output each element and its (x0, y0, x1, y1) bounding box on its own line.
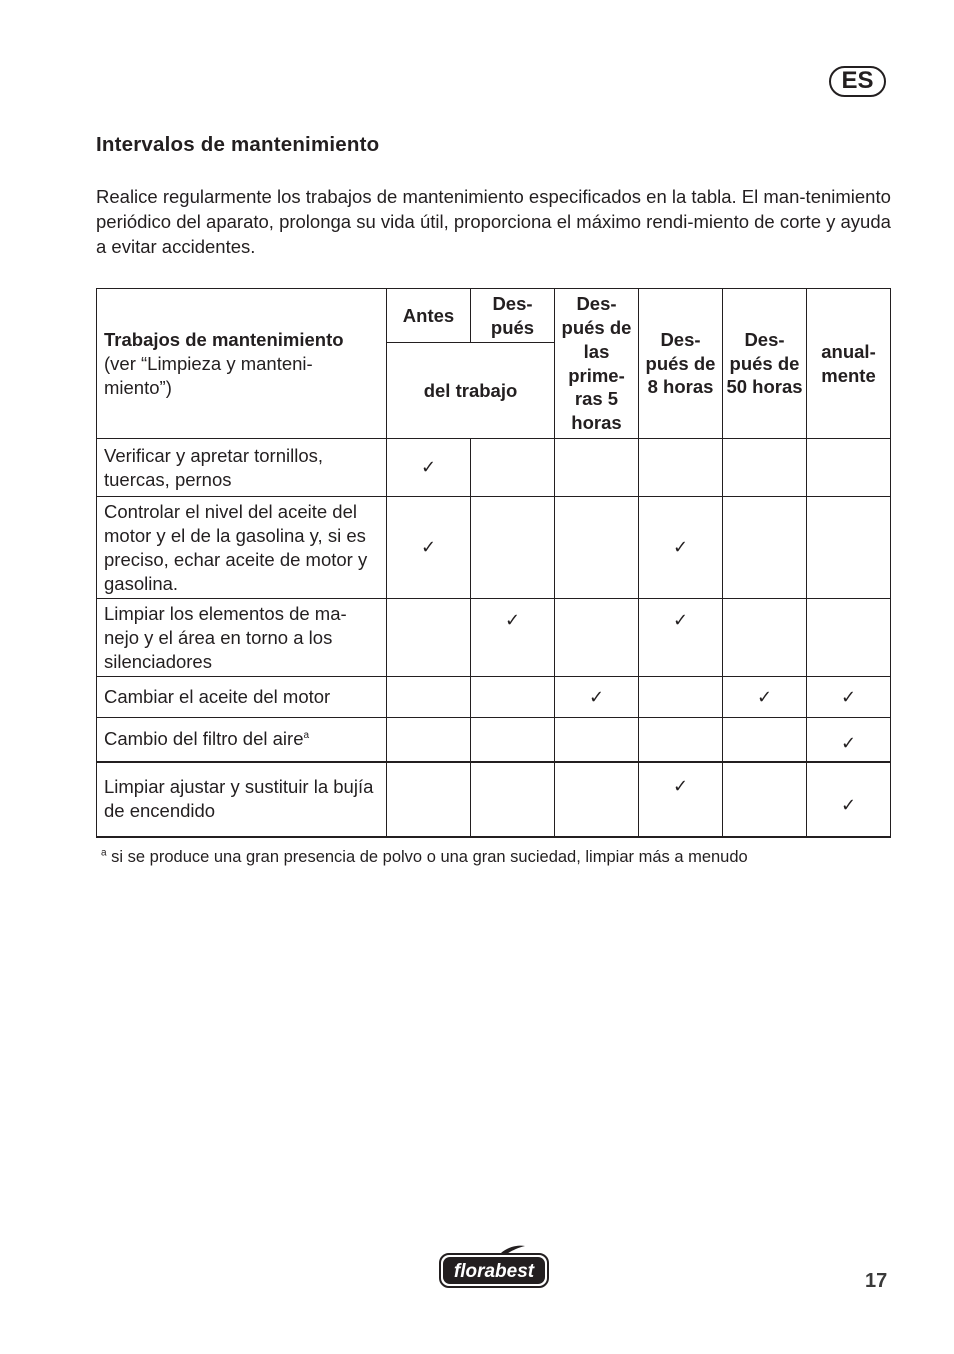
checkmark-icon: ✓ (672, 537, 689, 557)
col-header-antes: Antes (387, 289, 471, 343)
task-label: Verificar y apretar tornillos, tuercas, pernos (104, 444, 324, 490)
interval-cell (639, 718, 723, 762)
col-header-anual: anual-mente (807, 289, 891, 439)
interval-cell (555, 762, 639, 837)
col-header-5h: Des-pués de las prime-ras 5 horas (555, 289, 639, 439)
checkmark-icon: ✓ (672, 610, 689, 630)
col-header-despues: Des-pués (471, 289, 555, 343)
interval-cell (723, 718, 807, 762)
section-title: Intervalos de mantenimiento (96, 133, 380, 156)
footnote-text: si se produce una gran presencia de polvo o una gran suciedad, limpiar más a menudo (111, 848, 748, 866)
interval-cell (555, 497, 639, 599)
interval-cell (555, 599, 639, 677)
interval-cell (387, 439, 471, 497)
interval-cell (555, 718, 639, 762)
maintenance-table (96, 288, 891, 838)
interval-cell (387, 718, 471, 762)
table-row (97, 599, 891, 677)
footnote (101, 848, 748, 867)
checkmark-icon: ✓ (840, 686, 857, 707)
task-header-note: (ver “Limpieza y manteni-miento”) (104, 352, 313, 398)
interval-cell (723, 497, 807, 599)
language-badge: ES (829, 66, 886, 97)
task-label: Cambiar el aceite del motor (104, 686, 331, 707)
interval-cell (639, 762, 723, 837)
interval-cell (471, 677, 555, 718)
table-row (97, 677, 891, 718)
interval-cell (471, 439, 555, 497)
interval-cell (807, 718, 891, 762)
footnote-mark: a (101, 847, 107, 859)
task-header-bold: Trabajos de mantenimiento (104, 328, 344, 350)
table-row (97, 439, 891, 497)
task-cell (97, 762, 387, 837)
interval-cell (471, 599, 555, 677)
interval-cell (471, 718, 555, 762)
task-label: Cambio del filtro del aire (104, 728, 304, 750)
interval-cell (723, 677, 807, 718)
checkmark-icon: ✓ (420, 537, 437, 557)
checkmark-icon: ✓ (840, 732, 857, 753)
interval-cell (723, 762, 807, 837)
interval-cell (807, 599, 891, 677)
task-cell (97, 599, 387, 677)
task-cell (97, 677, 387, 718)
task-cell (97, 718, 387, 762)
table-row (97, 497, 891, 599)
table-row (97, 762, 891, 837)
interval-cell (639, 497, 723, 599)
interval-cell (723, 439, 807, 497)
checkmark-icon: ✓ (756, 686, 773, 707)
interval-cell (555, 439, 639, 497)
col-header-8h: Des-pués de 8 horas (639, 289, 723, 439)
interval-cell (639, 439, 723, 497)
footnote-reference: a (303, 730, 310, 742)
interval-cell (471, 497, 555, 599)
interval-cell (387, 599, 471, 677)
checkmark-icon: ✓ (588, 686, 605, 707)
task-rows (97, 439, 891, 837)
task-label: Limpiar ajustar y sustituir la bujía de encendido (104, 776, 374, 821)
interval-cell (387, 497, 471, 599)
checkmark-icon: ✓ (420, 457, 437, 477)
florabest-logo (437, 1244, 551, 1290)
interval-cell (387, 677, 471, 718)
interval-cell (639, 599, 723, 677)
task-label: Controlar el nivel del aceite del motor y el de la gasolina y, si es preciso, echar aceite de motor y gasolina. (104, 500, 368, 594)
col-group-label: del trabajo (387, 343, 555, 439)
interval-cell (807, 497, 891, 599)
task-cell (97, 497, 387, 599)
interval-cell (807, 762, 891, 837)
task-label: Limpiar los elementos de ma-nejo y el área en torno a los silenciadores (104, 602, 347, 672)
interval-cell (471, 762, 555, 837)
col-header-50h: Des-pués de 50 horas (723, 289, 807, 439)
intro-paragraph: Realice regularmente los trabajos de mantenimiento especificados en la tabla. El man-tenimiento periódico del aparato, prolonga su vida útil, proporciona el máximo rendi-miento de corte y ayuda a evitar accidentes. (96, 186, 891, 257)
interval-cell (387, 762, 471, 837)
checkmark-icon: ✓ (672, 775, 689, 796)
florabest-logo-graphic (437, 1244, 551, 1290)
task-cell (97, 439, 387, 497)
checkmark-icon: ✓ (840, 794, 857, 815)
interval-cell (555, 677, 639, 718)
checkmark-icon: ✓ (504, 610, 521, 630)
interval-cell (723, 599, 807, 677)
interval-cell (639, 677, 723, 718)
task-column-header (97, 289, 387, 439)
interval-cell (807, 677, 891, 718)
logo-text: florabest (453, 1261, 535, 1282)
table-row (97, 718, 891, 762)
interval-cell (807, 439, 891, 497)
page-number: 17 (865, 1270, 888, 1292)
